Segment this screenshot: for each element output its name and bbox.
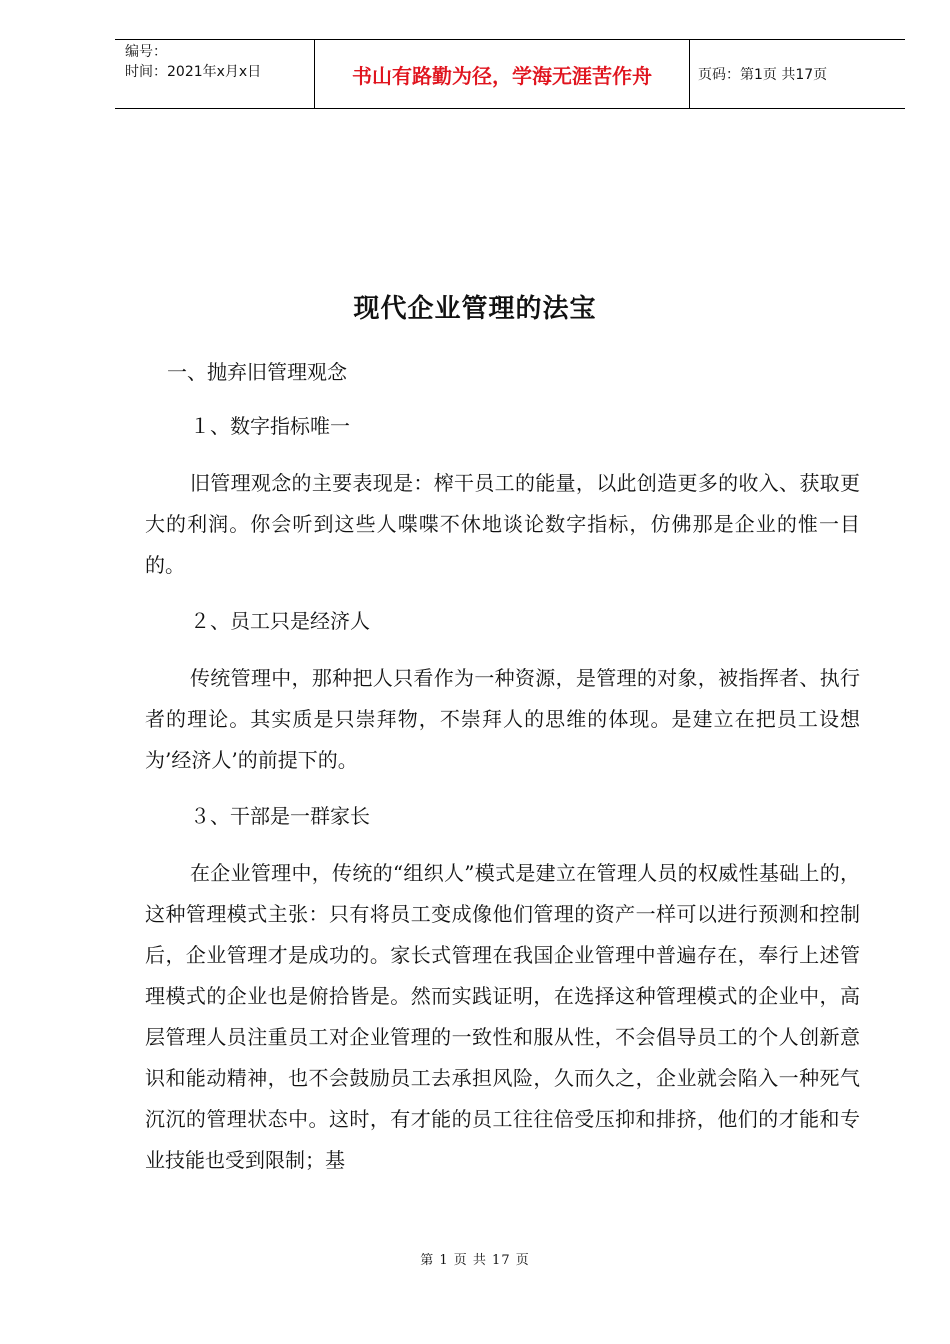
paragraph: 在企业管理中，传统的“组织人”模式是建立在管理人员的权威性基础上的，这种管理模式主张：只有将员工变成像他们管理的资产一样可以进行预测和控制后，企业管理才是成功的。家长式管理在我国企业管理中普遍存在，奉行上述管理模式的企业也是俯拾皆是。然而实践证明，在选择这种管理模式的企业中，高层管理人员注重员工对企业管理的一致性和服从性，不会倡导员工的个人创新意识和能动精神，也不会鼓励员工去承担风险，久而久之，企业就会陷入一种死气沉沉的管理状态中。这时，有才能的员工往往倍受压抑和排挤，他们的才能和专业技能也受到限制；基 — [145, 861, 860, 1172]
document-body — [145, 355, 860, 1199]
paragraph: 旧管理观念的主要表现是：榨干员工的能量，以此创造更多的收入、获取更大的利润。你会听到这些人喋喋不休地谈论数字指标，仿佛那是企业的惟一目的。 — [145, 471, 860, 577]
header-page-info: 页码：第1页 共17页 — [698, 67, 828, 83]
document-title: 现代企业管理的法宝 — [353, 294, 597, 324]
header-motto: 书山有路勤为径，学海无涯苦作舟 — [315, 40, 690, 108]
subsection-heading: ３、干部是一群家长 — [190, 804, 370, 828]
paragraph: 传统管理中，那种把人只看作为一种资源，是管理的对象，被指挥者、执行者的理论。其实质是只崇拜物，不崇拜人的思维的体现。是建立在把员工设想为’经济人’的前提下的。 — [145, 666, 860, 772]
subsection-heading: ２、员工只是经济人 — [190, 609, 370, 633]
document-time-label: 时间：2021年x月x日 — [125, 64, 262, 80]
document-header — [115, 39, 905, 109]
section-heading: 一、抛弃旧管理观念 — [167, 360, 347, 384]
page-footer: 第 1 页 共 17 页 — [420, 1253, 530, 1268]
header-meta-cell — [115, 40, 315, 108]
subsection-heading: １、数字指标唯一 — [190, 414, 350, 438]
document-number-label: 编号： — [125, 44, 167, 60]
